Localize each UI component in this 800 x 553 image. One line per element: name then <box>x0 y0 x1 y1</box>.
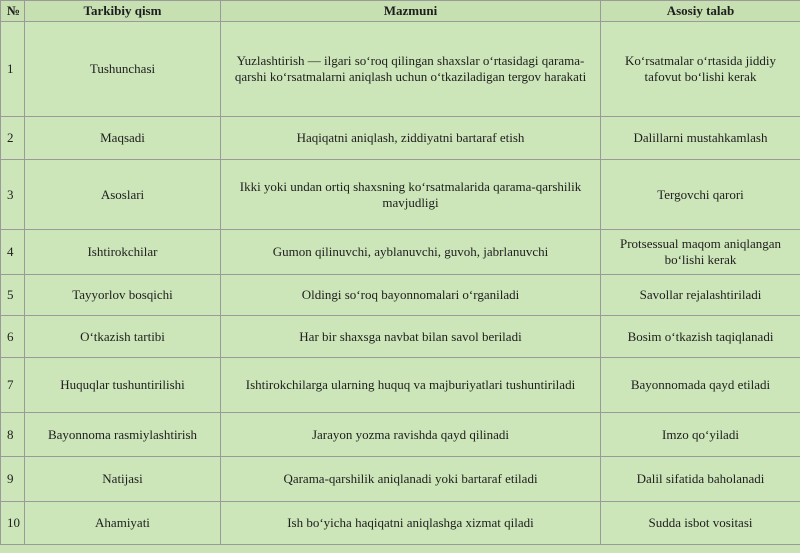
row-content: Gumon qilinuvchi, ayblanuvchi, guvoh, jabrlanuvchi <box>221 230 601 275</box>
header-row <box>1 1 800 22</box>
row-number: 8 <box>1 413 25 457</box>
row-content: Qarama-qarshilik aniqlanadi yoki bartaraf etiladi <box>221 457 601 502</box>
row-requirement: Dalillarni mustahkamlash <box>601 117 800 160</box>
row-content: Haqiqatni aniqlash, ziddiyatni bartaraf etish <box>221 117 601 160</box>
table-row <box>1 230 800 275</box>
row-number: 5 <box>1 275 25 316</box>
row-requirement: Dalil sifatida baholanadi <box>601 457 800 502</box>
header-requirement: Asosiy talab <box>601 1 800 22</box>
row-content: Ish bo‘yicha haqiqatni aniqlashga xizmat qiladi <box>221 502 601 545</box>
row-requirement: Bayonnomada qayd etiladi <box>601 358 800 413</box>
header-part: Tarkibiy qism <box>25 1 221 22</box>
row-content: Har bir shaxsga navbat bilan savol beriladi <box>221 316 601 358</box>
row-content: Yuzlashtirish — ilgari so‘roq qilingan shaxslar o‘rtasidagi qarama-qarshi ko‘rsatmalarni aniqlash uchun o‘tkaziladigan tergov harakati <box>221 22 601 117</box>
row-part: Tushunchasi <box>25 22 221 117</box>
row-number: 9 <box>1 457 25 502</box>
row-content: Jarayon yozma ravishda qayd qilinadi <box>221 413 601 457</box>
row-part: Huquqlar tushuntirilishi <box>25 358 221 413</box>
row-requirement: Bosim o‘tkazish taqiqlanadi <box>601 316 800 358</box>
row-requirement: Protsessual maqom aniqlangan bo‘lishi kerak <box>601 230 800 275</box>
row-number: 2 <box>1 117 25 160</box>
row-part: Maqsadi <box>25 117 221 160</box>
row-content: Ikki yoki undan ortiq shaxsning ko‘rsatmalarida qarama-qarshilik mavjudligi <box>221 160 601 230</box>
row-number: 3 <box>1 160 25 230</box>
row-part: Tayyorlov bosqichi <box>25 275 221 316</box>
table-row <box>1 502 800 545</box>
row-number: 10 <box>1 502 25 545</box>
table-row <box>1 22 800 117</box>
row-part: Natijasi <box>25 457 221 502</box>
row-number: 7 <box>1 358 25 413</box>
row-number: 4 <box>1 230 25 275</box>
table-row <box>1 413 800 457</box>
row-part: Bayonnoma rasmiylashtirish <box>25 413 221 457</box>
row-requirement: Sudda isbot vositasi <box>601 502 800 545</box>
row-number: 6 <box>1 316 25 358</box>
row-part: Asoslari <box>25 160 221 230</box>
row-content: Oldingi so‘roq bayonnomalari o‘rganiladi <box>221 275 601 316</box>
table-row <box>1 275 800 316</box>
row-requirement: Tergovchi qarori <box>601 160 800 230</box>
row-part: Ishtirokchilar <box>25 230 221 275</box>
row-requirement: Imzo qo‘yiladi <box>601 413 800 457</box>
row-content: Ishtirokchilarga ularning huquq va majburiyatlari tushuntiriladi <box>221 358 601 413</box>
row-part: Ahamiyati <box>25 502 221 545</box>
table-row <box>1 457 800 502</box>
row-requirement: Savollar rejalashtiriladi <box>601 275 800 316</box>
row-part: O‘tkazish tartibi <box>25 316 221 358</box>
row-number: 1 <box>1 22 25 117</box>
table-row <box>1 117 800 160</box>
table-row <box>1 358 800 413</box>
header-number: № <box>1 1 25 22</box>
table-row <box>1 160 800 230</box>
table-row <box>1 316 800 358</box>
row-requirement: Ko‘rsatmalar o‘rtasida jiddiy tafovut bo‘lishi kerak <box>601 22 800 117</box>
header-content: Mazmuni <box>221 1 601 22</box>
